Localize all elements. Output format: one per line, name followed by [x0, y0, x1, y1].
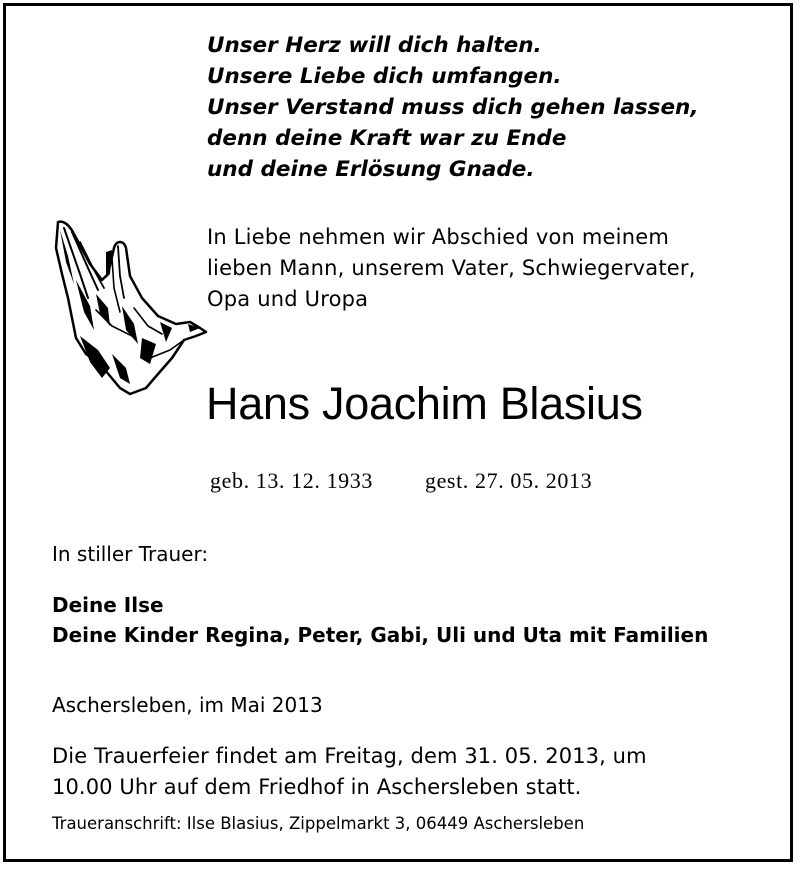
intro-line: lieben Mann, unserem Vater, Schwiegervater,: [207, 256, 696, 280]
life-dates: [210, 465, 592, 497]
mourning-address: Traueranschrift: Ilse Blasius, Zippelmarkt 3, 06449 Aschersleben: [52, 814, 585, 833]
intro-line: Opa und Uropa: [207, 287, 369, 311]
death-date: gest. 27. 05. 2013: [424, 468, 593, 493]
poem-line: denn deine Kraft war zu Ende: [207, 126, 567, 151]
place-date: Aschersleben, im Mai 2013: [52, 693, 323, 717]
deceased-name: Hans Joachim Blasius: [206, 378, 643, 429]
ceremony-line: 10.00 Uhr auf dem Friedhof in Aschersleben statt.: [52, 775, 582, 799]
poem-line: Unser Herz will dich halten.: [207, 33, 542, 58]
family-list: [52, 590, 708, 650]
praying-hands-icon: [50, 218, 210, 396]
poem-line: Unser Verstand muss dich gehen lassen,: [207, 95, 699, 120]
family-line: Deine Ilse: [52, 593, 164, 617]
birth-date: geb. 13. 12. 1933: [210, 468, 373, 493]
ceremony-info: [52, 741, 647, 803]
poem-line: und deine Erlösung Gnade.: [207, 157, 535, 182]
poem-line: Unsere Liebe dich umfangen.: [207, 64, 562, 89]
family-line: Deine Kinder Regina, Peter, Gabi, Uli und Uta mit Familien: [52, 623, 709, 647]
intro-line: In Liebe nehmen wir Abschied von meinem: [207, 225, 669, 249]
poem: [207, 30, 699, 185]
mourning-label: In stiller Trauer:: [52, 542, 209, 566]
ceremony-line: Die Trauerfeier findet am Freitag, dem 31. 05. 2013, um: [52, 744, 647, 768]
intro-text: [207, 222, 696, 315]
